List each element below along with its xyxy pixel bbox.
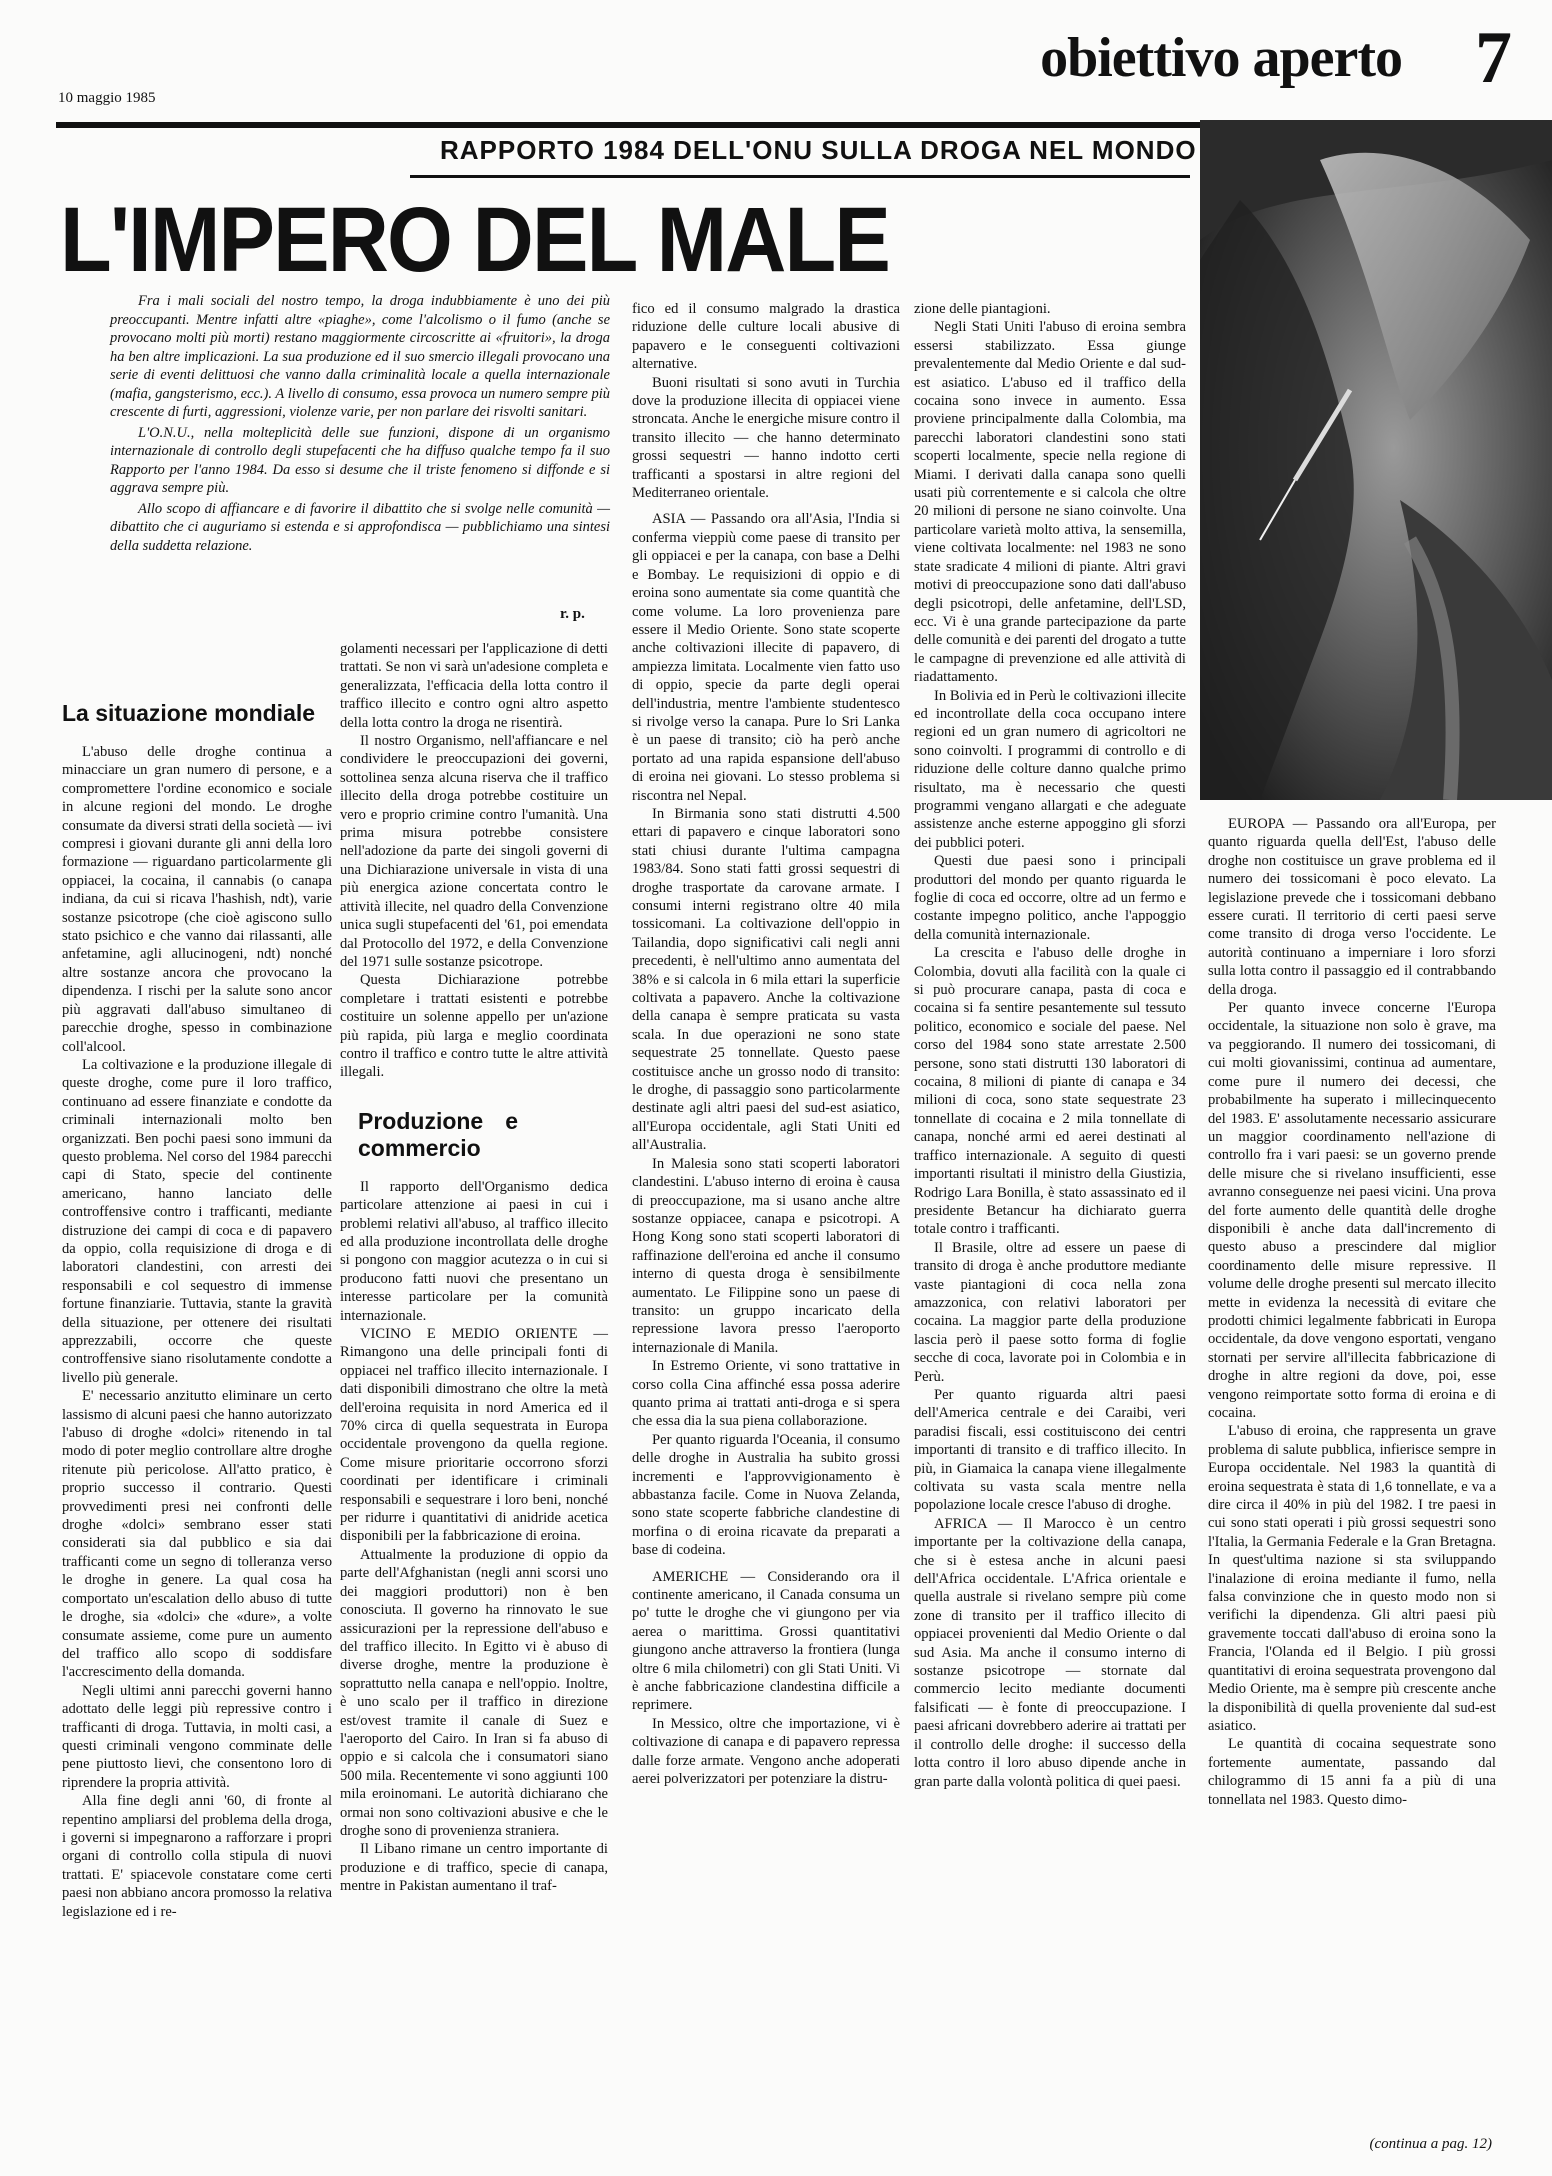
column-2 xyxy=(340,640,608,1896)
body-paragraph: Negli ultimi anni parecchi governi hanno adottato delle leggi più repressive contro i trafficanti di droga. Tuttavia, in molti casi, a questi criminali vengono comminate delle pene piuttosto lievi, che consentono loro di riprendere la propria attività. xyxy=(62,1682,332,1791)
photo-illustration xyxy=(1200,120,1552,800)
body-paragraph: Il Brasile, oltre ad essere un paese di transito di droga è anche produttore mediante vaste piantagioni di coca nella zona amazzonica, con relativi laboratori per cocaina. La maggior parte della produzione lascia però il paese sotto forma di foglie secche di coca, lavorate poi in Colombia e in Perù. xyxy=(914,1239,1186,1385)
body-paragraph: L'abuso delle droghe continua a minacciare un gran numero di persone, e a compromettere l'ordine economico e sociale in alcune regioni del mondo. Le droghe consumate da diversi strati della società — ivi compresi i giovani durante gli anni della loro formazione — riguardano particolarmente gli oppiacei, la cocaina, il cannabis (o canapa indiana, da cui si ricava l'hashish, ndt), varie sostanze psicotrope (che cioè agiscono sullo stato psichico e che vanno dai rilassanti, alle anfetamine, agli allucinogeni, ndt) nonché altre sostanze ancora che provocano la dipendenza. I rischi per la salute sono ancor più aggravati dall'abuso simultaneo di parecchie droghe, spesso in combinazione coll'alcool. xyxy=(62,744,332,1055)
body-paragraph: La coltivazione e la produzione illegale di queste droghe, come pure il loro traffico, continuano ad essere finanziate e condotte da criminali internazionali molto ben organizzati. Ben pochi paesi sono immuni da questo problema. Nel corso del 1984 parecchi capi di Stato, specie del continente americano, hanno lanciato delle controffensive contro i trafficanti, mediante distruzione dei campi di coca e di papavero da oppio, colla requisizione di droga e di laboratori clandestini, con arresti dei responsabili e col sequestro di immense fortune finanziarie. Tuttavia, stante la gravità della situazione, per ottenere dei risultati apprezzabili, occorre che queste controffensive siano risolutamente condotte a livello più generale. xyxy=(62,1056,332,1386)
column-1 xyxy=(62,700,332,1921)
issue-date: 10 maggio 1985 xyxy=(58,90,156,106)
continued-note: (continua a pag. 12) xyxy=(1369,2136,1492,2152)
body-paragraph: AMERICHE — Considerando ora il continente americano, il Canada consuma un po' tutte le droghe che vi giungono per via aerea o marittima. Grossi quantitativi giungono anche attraverso la frontiera (lunga oltre 6 mila chilometri) con gli Stati Uniti. Vi è anche fabbricazione clandestina difficile a reprimere. xyxy=(632,1568,900,1714)
kicker: RAPPORTO 1984 DELL'ONU SULLA DROGA NEL MONDO xyxy=(440,135,1197,165)
kicker-rule xyxy=(410,175,1190,178)
column-3 xyxy=(632,300,900,1789)
subhead-situazione: La situazione mondiale xyxy=(62,700,316,726)
body-paragraph: VICINO E MEDIO ORIENTE — Rimangono una delle principali fonti di oppiacei nel traffico illecito internazionale. I dati disponibili dimostrano che oltre la metà dell'eroina requisita in nord America ed il 70% circa di quella sequestrata in Europa occidentale provengono da quella regione. Come misure prioritarie occorrono sforzi coordinati per identificare i criminali responsabili e sequestrare i loro beni, nonché per ridurre i quantitativi di anidride acetica disponibili per la fabbricazione di eroina. xyxy=(340,1326,608,1545)
body-paragraph: Il rapporto dell'Organismo dedica particolare attenzione ai paesi in cui i problemi relativi all'abuso, al traffico illecito ed alla produzione incontrollata delle droghe si pongono con maggior acutezza o in cui si producono fatti nuovi che presentano un interesse particolare per la comunità internazionale. xyxy=(340,1178,608,1324)
subhead-produzione: Produzione e commercio xyxy=(358,1107,518,1161)
body-paragraph: Buoni risultati si sono avuti in Turchia dove la produzione illecita di oppiacei viene stroncata. Anche le energiche misure contro il transito illecito — che hanno determinato grossi sequestri — hanno indotto certi trafficanti a spostarsi in altre regioni del Mediterraneo orientale. xyxy=(632,374,900,502)
body-paragraph: golamenti necessari per l'applicazione di detti trattati. Se non vi sarà un'adesione completa e generalizzata, l'efficacia della lotta contro il traffico illecito e contro ogni altro aspetto della lotta contro la droga ne risentirà. xyxy=(340,641,608,731)
intro-paragraph: Allo scopo di affiancare e di favorire il dibattito che si svolge nelle comunità — dibattito che ci auguriamo si estenda e si approfondisca — pubblichiamo una sintesi della suddetta relazione. xyxy=(110,500,610,554)
photo-syringe-arm xyxy=(1200,120,1552,800)
column-5 xyxy=(1208,815,1496,1809)
body-paragraph: Le quantità di cocaina sequestrate sono fortemente aumentate, passando dal chilogrammo di 15 anni fa a più di una tonnellata nel 1983. Questo dimo- xyxy=(1208,1736,1496,1808)
page-number: 7 xyxy=(1475,17,1512,99)
intro-signature: r. p. xyxy=(560,606,585,622)
intro-paragraph: L'O.N.U., nella molteplicità delle sue funzioni, dispone di un organismo internazionale di controllo degli stupefacenti che ha diffuso qualche tempo fa il suo Rapporto per l'anno 1984. Da esso si desume che il triste fenomeno si diffonde e si aggrava sempre più. xyxy=(110,424,610,496)
body-paragraph: Questi due paesi sono i principali produttori del mondo per quanto riguarda le foglie di coca ed occorre, oltre ad un fermo e costante impegno politico, anche l'appoggio della comunità internazionale. xyxy=(914,853,1186,943)
headline: L'IMPERO DEL MALE xyxy=(60,189,890,291)
section-title: obiettivo aperto xyxy=(1040,27,1402,89)
body-paragraph: In Bolivia ed in Perù le coltivazioni illecite ed incontrollate della coca occupano intere regioni ed un gran numero di agricoltori ne sono coinvolti. I programmi di controllo e di riduzione delle colture danno qualche primo risultato, ma è necessario che questi programmi vengano allargati e che adeguate assistenze anche esterne appoggino gli sforzi dei pubblici poteri. xyxy=(914,687,1186,851)
body-paragraph: E' necessario anzitutto eliminare un certo lassismo di alcuni paesi che hanno autorizzato l'abuso di droghe «dolci» ritenendo in tal modo di poter meglio controllare altre droghe ritenute più pericolose. All'atto pratico, è proprio successo il contrario. Questi provvedimenti presi nei confronti delle droghe «dolci» sembrano esser stati considerati sia dal pubblico e sia dai trafficanti come un segno di tolleranza verso le droghe in genere. La qual cosa ha comportato un'escalation dello abuso di tutte le droghe, sia «dolci» che «dure», a volte consumate assieme, come pure un aumento del traffico allo scopo di soddisfare l'accrescimento della domanda. xyxy=(62,1388,332,1681)
body-paragraph: Il nostro Organismo, nell'affiancare e nel condividere le preoccupazioni dei governi, sottolinea senza alcuna riserva che il traffico illecito della droga potrebbe costituire un vero e proprio crimine contro l'umanità. Una prima misura potrebbe consistere nell'adozione da parte dei singoli governi di una Dichiarazione universale in vista di una più energica azione concertata contro le attività illecite, nel quadro della Convenzione unica sugli stupefacenti del '61, poi emendata dal Protocollo del 1972, e della Convenzione del 1971 sulle sostanze psicotrope. xyxy=(340,733,608,970)
body-paragraph: ASIA — Passando ora all'Asia, l'India si conferma vieppiù come paese di transito per gli oppiacei e per la canapa, con base a Delhi e Bombay. Le requisizioni di oppio e di eroina sono aumentate sia come quantità che come volume. La loro provenienza pare essere il Medio Oriente. Sono state scoperte anche coltivazioni illecite di papavero, di ampiezza limitata. Localmente vien fatto uso di oppio, specie da parte degli operai dell'industria, mentre l'ambiente studentesco si rivolge verso la canapa. Pure lo Sri Lanka è un paese di transito; ciò ha però anche portato ad una rapida espansione dell'abuso di eroina nei giovani. Lo stesso problema si riscontra nel Nepal. xyxy=(632,511,900,804)
body-paragraph: In Estremo Oriente, vi sono trattative in corso colla Cina affinché essa possa aderire quanto prima ai trattati anti-droga e si spera che essa dia la sua piena collaborazione. xyxy=(632,1358,900,1430)
body-paragraph: In Messico, oltre che importazione, vi è coltivazione di canapa e di papavero repressa dalle forze armate. Vengono anche adoperati aerei polverizzatori per potenziare la distru- xyxy=(632,1715,900,1788)
intro-paragraph: Fra i mali sociali del nostro tempo, la droga indubbiamente è uno dei più preoccupanti. Mentre infatti altre «piaghe», come l'alcolismo o il fumo (anche se provocano molti più morti) restano maggiormente circoscritte ai «fruitori», la droga ha ben altre implicazioni. La sua produzione ed il suo smercio illegali provocano una serie di eventi delittuosi che vanno dalla criminalità locale a quella internazionale (mafia, gangsterismo, ecc.). A livello di consumo, essa provoca un numero sempre più crescente di furti, aggressioni, violenze varie, per non parlare dei risvolti sanitari. xyxy=(110,293,610,420)
body-paragraph: Questa Dichiarazione potrebbe completare i trattati esistenti e potrebbe costituire un solenne appello per un'azione più rapida, più larga e meglio coordinata contro il traffico e contro tutte le altre attività illegali. xyxy=(340,972,608,1081)
body-paragraph: Per quanto riguarda l'Oceania, il consumo delle droghe in Australia ha subito grossi incrementi e l'approvvigionamento è abbastanza facile. Come in Nuova Zelanda, sono state scoperte fabbriche clandestine di morfina o di eroina ricavate da preparati a base di codeina. xyxy=(632,1431,900,1559)
body-paragraph: La crescita e l'abuso delle droghe in Colombia, dovuti alla facilità con la quale ci si può procurare canapa, pasta di coca e cocaina si fa sentire pesantemente sul tessuto politico, economico e sociale del paese. Nel corso del 1984 sono state arrestate 2.500 persone, sono stati distrutti 130 laboratori di cocaina, 8 milioni di piante di canapa e 34 milioni di coca, sono state sequestrate 23 tonnellate di cocaina e 2 mila tonnellate di canapa, nonché armi ed aerei destinati al traffico internazionale. A seguito di questi importanti risultati il ministro della Giustizia, Rodrigo Lara Bonilla, è stato assassinato ed il presidente Betancur ha dichiarato guerra totale contro i trafficanti. xyxy=(914,945,1186,1238)
body-paragraph: Per quanto invece concerne l'Europa occidentale, la situazione non solo è grave, ma va peggiorando. Il numero dei tossicomani, di cui molti giovanissimi, continua ad aumentare, come pure il numero dei decessi, che probabilmente ha superato i millecinquecento del 1983. E' assolutamente necessario assicurare un maggior coordinamento nell'azione di controllo fra i vari paesi: se un governo prende delle misure che si rivelano insufficienti, esse avranno conseguenze nei paesi vicini. Una prova del forte aumento delle quantità delle droghe disponibili è anche data dall'incremento di questo abuso a prescindere dal miglior coordinamento delle misure repressive. Il volume delle droghe presenti sul mercato illecito mette in evidenza la necessità di evitare che prodotti chimici legalmente fabbricati in Europa occidentale, da dove vengono esportati, vengano stornati per servire all'illecita fabbricazione di droghe in altre regioni da dove, poi, esse vengono reimportate sotto forma di eroina e di cocaina. xyxy=(1208,1000,1496,1421)
body-paragraph: AFRICA — Il Marocco è un centro importante per la coltivazione della canapa, che si è estesa anche in alcuni paesi dell'Africa occidentale. L'Africa orientale e quella australe si rivelano sempre più come zone di transito per il traffico illecito di oppiacei provenienti dal Medio Oriente o dal sud Asia. Ma anche il consumo interno di sostanze psicotrope — stornate dal commercio lecito mediante documenti falsificati — è fonte di preoccupazione. I paesi africani dovrebbero aderire ai trattati per il controllo delle droghe: il successo della lotta contro il loro abuso dipende anche in gran parte dalla volontà politica di quei paesi. xyxy=(914,1515,1186,1790)
body-paragraph: In Malesia sono stati scoperti laboratori clandestini. L'abuso interno di eroina è causa di preoccupazione, ma si usano anche altre sostanze oppiacee, canapa e psicotropi. A Hong Kong sono stati scoperti laboratori di raffinazione dell'eroina ed anche il consumo interno di questa droga è sensibilmente aumentato. Le Filippine sono un paese di transito: un gruppo incaricato della repressione lavora presso l'aeroporto internazionale di Manila. xyxy=(632,1155,900,1356)
body-paragraph: In Birmania sono stati distrutti 4.500 ettari di papavero e cinque laboratori sono stati chiusi durante l'ultima campagna 1983/84. Sono stati fatti grossi sequestri di droghe trasportate da carovane armate. I consumi interni registrano oltre 40 mila tossicomani. La coltivazione dell'oppio in Tailandia, dopo significativi cali negli anni precedenti, è nell'ultimo anno aumentata del 38% e si calcola in 6 mila ettari la superficie coltivata a papavero. Anche la coltivazione della canapa è sempre praticata su vasta scala. In due operazioni ne sono state sequestrate 25 tonnellate. Questo paese costituisce anche un grosso nodo di transito: le droghe, di passaggio sono particolarmente destinate agli altri paesi del sud-est asiatico, all'Europa occidentale, agli Stati Uniti ed all'Australia. xyxy=(632,805,900,1154)
body-paragraph: EUROPA — Passando ora all'Europa, per quanto riguarda quella dell'Est, l'abuso delle droghe non costituisce un grave problema ed il numero dei tossicomani è poco elevato. La legislazione prevede che i tossicomani debbano essere curati. Il territorio di certi paesi serve come transito di droga verso l'occidente. Le autorità continuano a imperniare i loro sforzi sulla lotta contro il passaggio ed il contrabbando della droga. xyxy=(1208,816,1496,998)
body-paragraph: fico ed il consumo malgrado la drastica riduzione delle culture locali abusive di papavero e le conseguenti coltivazioni alternative. xyxy=(632,301,900,373)
body-paragraph: Per quanto riguarda altri paesi dell'America centrale e dei Caraibi, veri paradisi fiscali, essi costituiscono dei centri importanti di transito e di traffico illecito. In più, in Giamaica la canapa viene illegalmente coltivata su vasta scala mentre nella popolazione locale cresce l'abuso di droghe. xyxy=(914,1386,1186,1514)
intro-box xyxy=(110,292,610,557)
body-paragraph: Il Libano rimane un centro importante di produzione e di traffico, specie di canapa, mentre in Pakistan aumentano il traf- xyxy=(340,1841,608,1895)
body-paragraph: Attualmente la produzione di oppio da parte dell'Afghanistan (negli anni scorsi uno dei maggiori produttori) non è ben conosciuta. Il governo ha rinnovato le sue assicurazioni per la repressione dell'abuso e del traffico illecito. In Egitto vi è abuso di diverse droghe, mentre la produzione è soprattutto nella canapa e nell'oppio. Inoltre, è uno scalo per il traffico in direzione est/ovest tramite il canale di Suez e l'aeroporto del Cairo. In Iran si fa abuso di oppio e si calcola che i consumatori siano 500 mila. Recentemente vi sono aggiunti 100 mila eroinomani. Le autorità dichiarano che ormai non sono coltivazioni abusive e che le droghe sono di provenienza straniera. xyxy=(340,1546,608,1839)
body-paragraph: zione delle piantagioni. xyxy=(914,301,1051,317)
body-paragraph: Negli Stati Uniti l'abuso di eroina sembra essersi stabilizzato. Essa giunge prevalentemente dal Medio Oriente e dal sud-est asiatico. L'abuso ed il traffico della cocaina sono invece in aumento. Essa proviene principalmente dalla Colombia, ma parecchi laboratori clandestini sono stati scoperti localmente, specie nella regione di Miami. I derivati dalla canapa sono quelli usati più correntemente e si calcola che oltre 20 milioni di persone ne siano coinvolte. Una particolare varietà molto attiva, la sensemilla, viene coltivata localmente: nel 1983 ne sono state sradicate 4 milioni di piante. Altri gravi motivi di preoccupazione sono dati dall'abuso degli psicotropi, delle anfetamine, dell'LSD, ecc. Vi è una grande partecipazione da parte delle comunità e dei parenti del drogato a tutte le campagne di prevenzione ed alle attività di riadattamento. xyxy=(914,319,1186,686)
body-paragraph: Alla fine degli anni '60, di fronte al repentino ampliarsi del problema della droga, i governi si impegnarono a rafforzare i propri organi di controllo colla stipula di nuovi trattati. E' spiacevole constatare come certi paesi non abbiano ancora promosso la relativa legislazione ed i re- xyxy=(62,1793,332,1920)
body-paragraph: L'abuso di eroina, che rappresenta un grave problema di salute pubblica, infierisce sempre in Europa occidentale. Nel 1983 la quantità di eroina sequestrata è stata di 1,6 tonnellate, e va a dire circa il 40% in più del 1982. I tre paesi in cui sono stati operati i più grossi sequestri sono l'Italia, la Germania Federale e la Gran Bretagna. In quest'ultima nazione si sta sviluppando l'inalazione di eroina mediante il fumo, nella falsa convinzione che in questo modo non si verifichi la dipendenza. Gli altri paesi più gravemente toccati dall'abuso di eroina sono la Francia, l'Olanda ed il Belgio. I più grossi quantitativi di eroina sequestrata provengono dal Medio Oriente, ma è sempre più crescente anche la disponibilità di quella proveniente dal sud-est asiatico. xyxy=(1208,1423,1496,1734)
column-4 xyxy=(914,300,1186,1791)
